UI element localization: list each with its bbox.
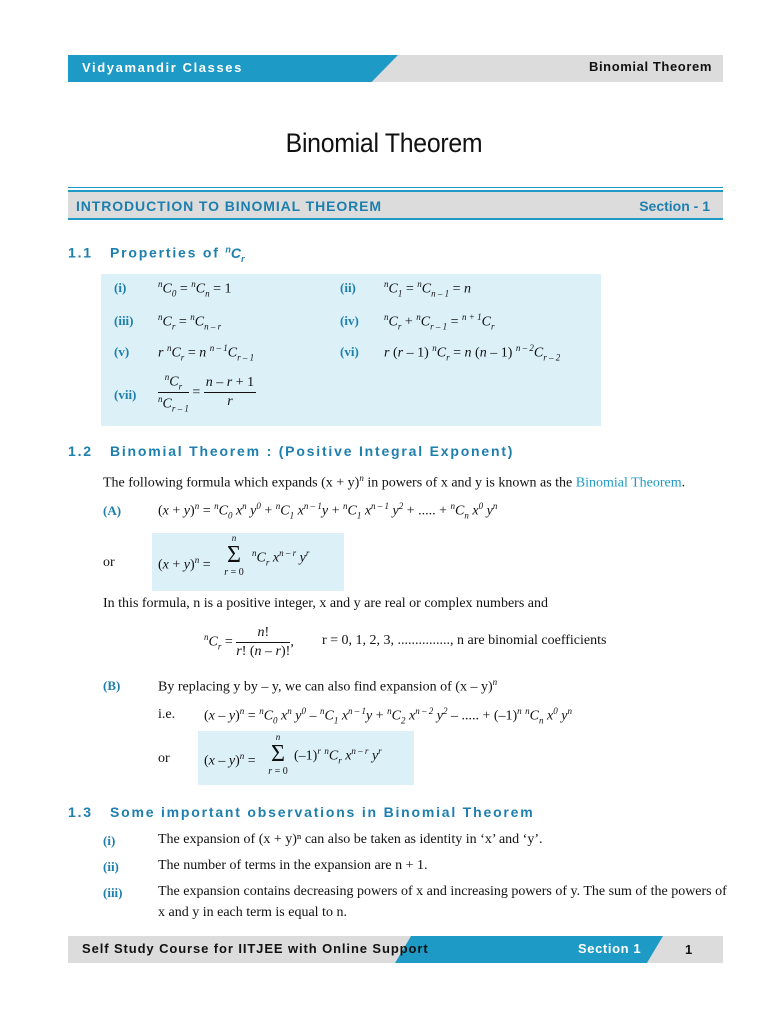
obs-label-iii: (iii) [103, 885, 123, 900]
header-brand: Vidyamandir Classes [82, 60, 243, 75]
label-B: (B) [103, 678, 121, 693]
label-A: (A) [103, 503, 122, 518]
prop-label-iv: (iv) [340, 313, 359, 328]
prop-v: r $^nC_r = n$ $^{n - 1}C_{r - 1}$ [158, 343, 255, 363]
heading-1-1: 1.1 Properties of $^nC_r$ [68, 244, 245, 264]
binomial-theorem-link[interactable]: Binomial Theorem [575, 475, 682, 491]
expansion-A: $(x + y)^n = ^nC_0$ $x^n$ $y^0 + ^nC_1$ $x^{n - 1}y + ^nC_1$ $x^{n - 1}$ $y^2$ + ..... + $^nC_n$ $x^0$ $y^n$ [158, 501, 498, 521]
obs-text-iii-cont: x and y in each term is equal to n. [158, 905, 347, 920]
heading-1-3: 1.3 Some important observations in Binomial Theorem [68, 804, 535, 820]
sigma-1: n Σ r = 0 [224, 533, 244, 578]
ie-text: i.e. [158, 707, 176, 722]
prop-label-v: (v) [114, 344, 130, 359]
sum-lhs-2: (x – y)$^n$ = [204, 751, 256, 769]
prop-label-vi: (vi) [340, 344, 359, 359]
obs-text-iii: The expansion contains decreasing powers of x and increasing powers of y. The sum of the powers of [158, 884, 727, 899]
sum-term-2: $(-1)^r$ $^nC_r$ $x^{n - r}$ $y^r$ [294, 746, 382, 766]
obs-text-ii: The number of terms in the expansion are n + 1. [158, 858, 428, 873]
expansion-B: $(x - y)^n = ^nC_0$ $x^n$ $y^0 - ^nC_1$ $x^{n - 1}y + ^nC_2$ $x^{n - 2}$ $y^2$ – ..... + $(-1)^n$ $^nC_n$ $x^0$ $y^n$ [204, 706, 572, 726]
page-number: 1 [685, 942, 693, 957]
sum-term-1: $^nC_r$ $x^{n - r}$ $y^r$ [252, 548, 310, 568]
section-title: INTRODUCTION TO BINOMIAL THEOREM [76, 198, 382, 214]
page-title: Binomial Theorem [285, 128, 483, 158]
footer-section: Section 1 [578, 941, 642, 956]
formula-note: In this formula, n is a positive integer, x and y are real or complex numbers and [103, 596, 548, 611]
prop-label-iii: (iii) [114, 313, 134, 328]
prop-ii: $^nC_1 = ^nC_{n - 1} = n$ [384, 279, 471, 299]
prop-i: $^nC_0 = ^nC_n = 1$ [158, 279, 232, 299]
obs-label-ii: (ii) [103, 859, 119, 874]
section-label: Section - 1 [639, 198, 710, 214]
or-2: or [158, 751, 170, 766]
prop-label-vii: (vii) [114, 387, 137, 402]
heading-1-2: 1.2 Binomial Theorem : (Positive Integral Exponent) [68, 443, 515, 459]
obs-text-i: The expansion of (x + y)ⁿ can also be taken as identity in ‘x’ and ‘y’. [158, 832, 543, 847]
section-rule-top [68, 187, 723, 188]
prop-vii: $\frac{^nC_r}{^nC_{r - 1}}$ = $\frac{n - r + 1}{r}$ [158, 372, 255, 414]
theorem-intro: The following formula which expands $(x + y)^n$ in powers of x and y is known as the Binomial Theorem. [103, 473, 686, 491]
prop-vi: r (r – 1) $^nC_r = n$ (n – 1) $^{n - 2}C_{r - 2}$ [384, 343, 561, 363]
or-1: or [103, 555, 115, 570]
r-values: r = 0, 1, 2, 3, ..............., n are binomial coefficients [322, 633, 607, 648]
prop-label-i: (i) [114, 280, 127, 295]
footer-course: Self Study Course for IITJEE with Online Support [82, 941, 429, 956]
prop-label-ii: (ii) [340, 280, 356, 295]
sigma-2: n Σ r = 0 [268, 732, 288, 777]
ncr-definition: $^nC_r$ = $\frac{n!}{r! (n - r)!}$ , [204, 625, 294, 659]
prop-iv: $^nC_r + ^nC_{r - 1} = ^{n + 1}C_r$ [384, 312, 495, 332]
header-topic: Binomial Theorem [588, 59, 712, 74]
sum-lhs-1: $(x + y)^n$ = [158, 555, 211, 573]
replace-text: By replacing y by – y, we can also find expansion of (x – y)$^n$ [158, 677, 498, 695]
prop-iii: $^nC_r = ^nC_{n - r}$ [158, 312, 222, 332]
obs-label-i: (i) [103, 833, 116, 848]
